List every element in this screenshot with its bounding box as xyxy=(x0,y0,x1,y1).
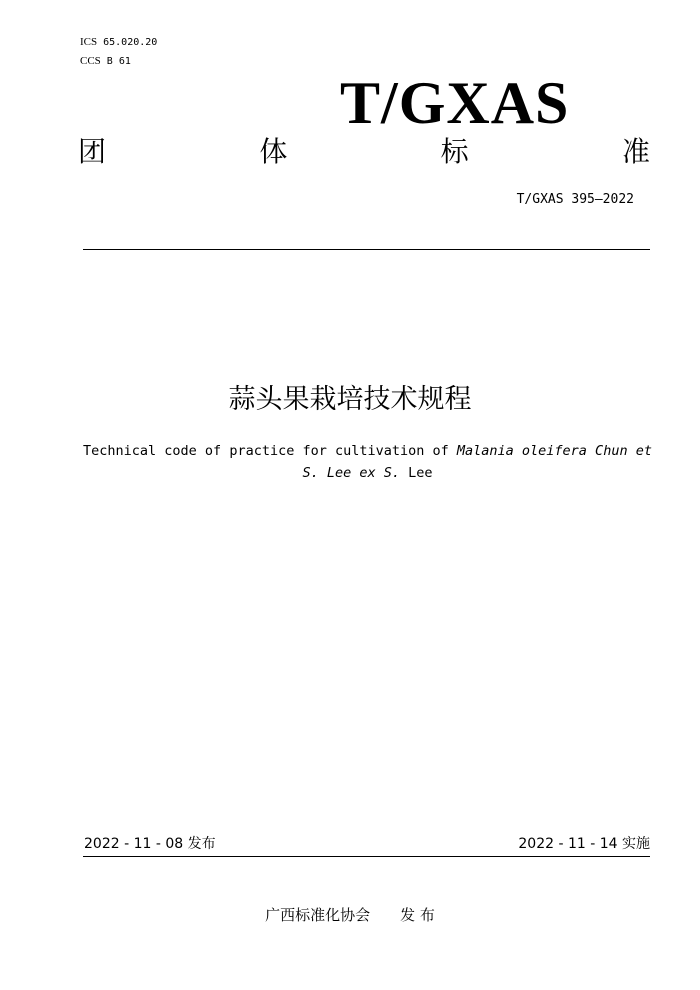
standard-logo: T/GXAS xyxy=(340,70,570,136)
category-char: 体 xyxy=(259,135,288,168)
standard-category xyxy=(78,132,650,172)
header-divider xyxy=(83,249,650,250)
ics-label: ICS xyxy=(80,36,98,48)
ccs-code: B 61 xyxy=(106,56,131,67)
issuer-action: 发 布 xyxy=(400,906,435,924)
ics-line xyxy=(80,33,157,52)
title-english-tail: Lee xyxy=(400,465,433,481)
classification-codes xyxy=(80,33,157,71)
publish-date: 2022 - 11 - 08 发布 xyxy=(84,836,216,852)
title-english-species: Malania oleifera Chun et S. Lee ex S. xyxy=(302,443,652,481)
category-char: 团 xyxy=(78,135,107,168)
category-char: 标 xyxy=(440,135,469,168)
ccs-label: CCS xyxy=(80,55,101,67)
issuer-name: 广西标准化协会 xyxy=(265,906,371,924)
implement-date: 2022 - 11 - 14 实施 xyxy=(518,836,650,852)
ics-code: 65.020.20 xyxy=(103,37,158,48)
title-english-plain: Technical code of practice for cultivation of xyxy=(83,443,457,459)
title-english xyxy=(80,440,655,484)
category-char: 准 xyxy=(621,135,650,168)
footer-divider xyxy=(83,856,650,857)
standard-number: T/GXAS 395—2022 xyxy=(516,192,634,207)
title-chinese: 蒜头果栽培技术规程 xyxy=(228,384,472,415)
issuer xyxy=(0,904,700,926)
ccs-line xyxy=(80,52,157,71)
